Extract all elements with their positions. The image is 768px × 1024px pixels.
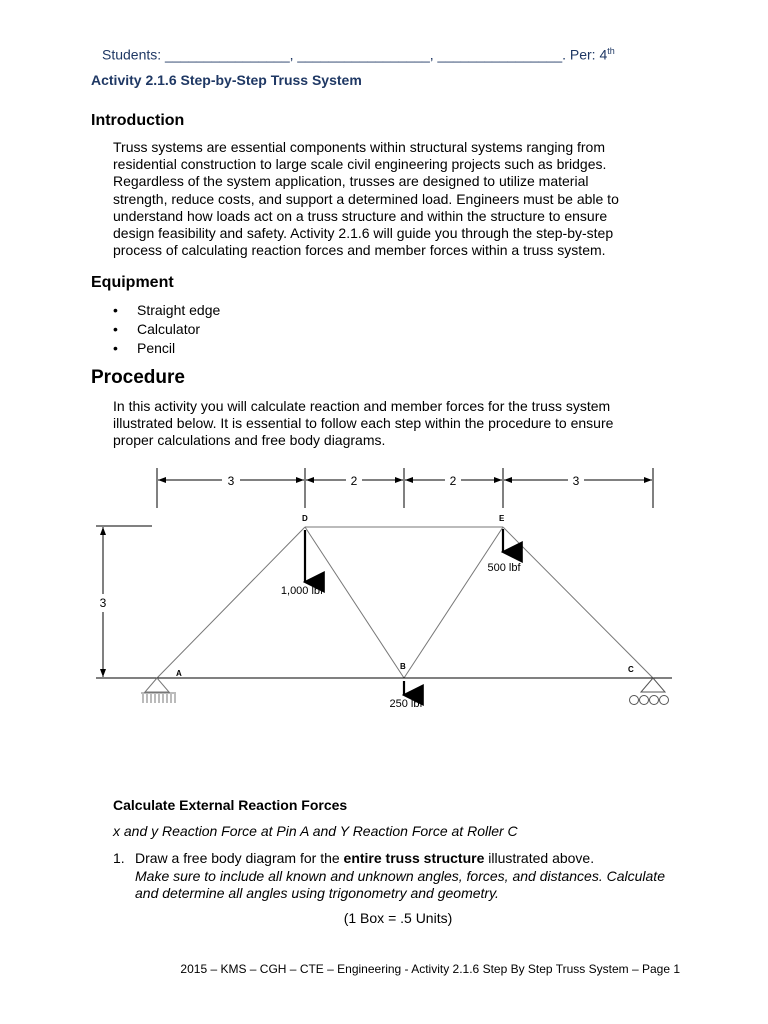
introduction-heading: Introduction: [91, 112, 185, 129]
node-label-a: A: [176, 669, 182, 678]
dimension-label-4: 3: [572, 474, 580, 488]
load-label-d: 1,000 lbf: [280, 585, 324, 597]
equipment-heading: Equipment: [91, 274, 174, 291]
external-forces-heading: Calculate External Reaction Forces: [113, 797, 348, 813]
node-label-c: C: [628, 665, 634, 674]
step-1: [113, 850, 673, 903]
procedure-text: In this activity you will calculate reaction and member forces for the truss system illustrated below. It is essential to follow each step within the procedure to ensure proper calculations and free body diagrams.: [113, 398, 614, 449]
step-number: 1.: [113, 850, 125, 866]
dimension-label-3: 2: [449, 474, 457, 488]
step-text-bold: entire truss structure: [343, 850, 485, 866]
equipment-item: • Pencil: [113, 339, 220, 358]
step-instructions: Make sure to include all known and unknown angles, forces, and distances. Calculate and determine all angles using trigonometry and geometry.: [135, 867, 665, 901]
students-label: Students: ________________, _________________, ________________. Per: 4: [102, 46, 608, 63]
pin-support-icon: [141, 678, 176, 703]
dimension-label-2: 2: [350, 474, 358, 488]
step-text: [135, 850, 673, 903]
introduction-text: Truss systems are essential components within structural systems ranging from residential construction to large scale civil engineering projects such as bridges. Regardless of the system application, trusses are designed to utilize material strength, reduce costs, and support a determined load. Engineers must be able to understand how loads act on a truss structure and within the structure to ensure design feasibility and safety. Activity 2.1.6 will guide you through the step-by-step process of calculating reaction forces and member forces within a truss system.: [113, 139, 619, 259]
load-label-b: 250 lbf: [389, 698, 423, 710]
box-scale-note: (1 Box = .5 Units): [343, 910, 453, 926]
truss-members: [157, 527, 653, 678]
step-text-a: Draw a free body diagram for the: [135, 850, 344, 866]
height-label: 3: [99, 596, 107, 610]
node-label-b: B: [400, 662, 406, 671]
page-footer: 2015 – KMS – CGH – CTE – Engineering - Activity 2.1.6 Step By Step Truss System – Page 1: [180, 962, 680, 976]
node-label-e: E: [499, 514, 505, 523]
activity-title: Activity 2.1.6 Step-by-Step Truss System: [91, 72, 362, 88]
procedure-heading: Procedure: [91, 367, 185, 388]
load-label-e: 500 lbf: [487, 562, 521, 574]
roller-support-icon: [630, 678, 669, 705]
dimension-label-1: 3: [227, 474, 235, 488]
step-text-b: illustrated above.: [484, 850, 595, 866]
node-label-d: D: [302, 514, 308, 523]
period-superscript: th: [607, 46, 615, 56]
external-forces-subheading: x and y Reaction Force at Pin A and Y Reaction Force at Roller C: [113, 823, 518, 839]
equipment-item: • Straight edge: [113, 301, 220, 320]
equipment-item: • Calculator: [113, 320, 220, 339]
